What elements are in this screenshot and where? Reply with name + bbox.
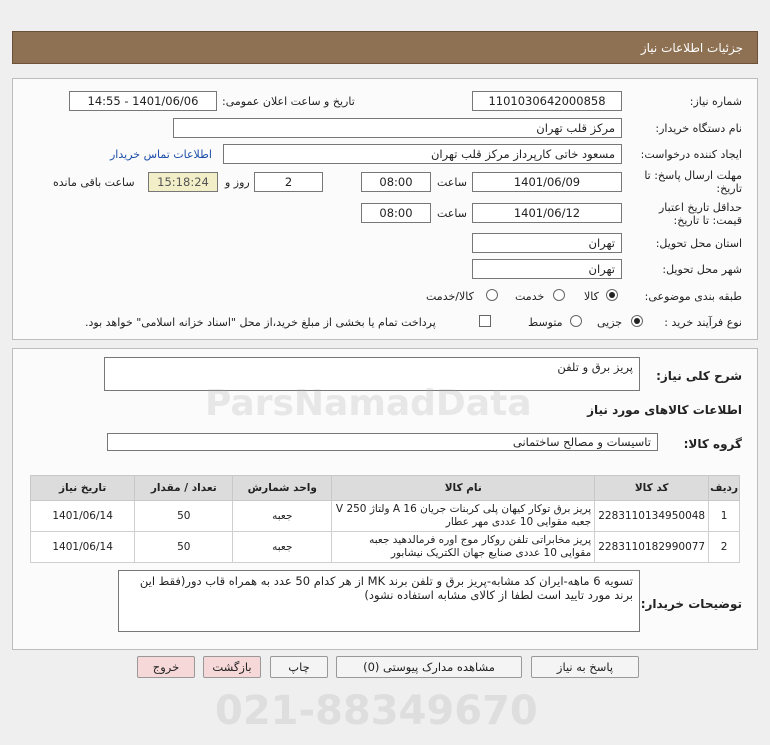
cell-qty: 50	[135, 532, 233, 563]
deadline-days-field: 2	[254, 172, 323, 192]
summary-label: شرح کلی نیاز:	[656, 369, 742, 383]
validity-time-label: ساعت	[437, 207, 467, 220]
process-label: نوع فرآیند خرید :	[664, 316, 742, 329]
province-field: تهران	[472, 233, 622, 253]
category-radio-goods-service[interactable]	[486, 289, 498, 301]
payment-note: پرداخت تمام یا بخشی از مبلغ خرید،از محل "اسناد خزانه اسلامی" خواهد بود.	[85, 316, 436, 329]
summary-field: پریز برق و تلفن	[104, 357, 640, 391]
back-button[interactable]: بازگشت	[203, 656, 261, 678]
need-number-field: 1101030642000858	[472, 91, 622, 111]
deadline-time-label: ساعت	[437, 176, 467, 189]
need-number-label: شماره نیاز:	[689, 95, 742, 108]
watermark-brand: ParsNamadData	[205, 383, 532, 424]
buyer-contact-link[interactable]: اطلاعات تماس خریدار	[110, 148, 212, 161]
buyer-notes-label: توضیحات خریدار:	[640, 597, 742, 611]
deadline-time-field: 08:00	[361, 172, 431, 192]
category-option-goods-service: کالا/خدمت	[426, 290, 474, 303]
cell-row: 2	[709, 532, 740, 563]
deadline-days-label: روز و	[225, 176, 250, 189]
col-unit: واحد شمارش	[233, 476, 332, 501]
category-radio-service[interactable]	[553, 289, 565, 301]
validity-date-field: 1401/06/12	[472, 203, 622, 223]
cell-unit: جعبه	[233, 501, 332, 532]
reply-button[interactable]: پاسخ به نیاز	[531, 656, 639, 678]
col-qty: تعداد / مقدار	[135, 476, 233, 501]
col-name: نام کالا	[332, 476, 595, 501]
buyer-field: مرکز قلب تهران	[173, 118, 622, 138]
cell-code: 2283110182990077	[595, 532, 709, 563]
deadline-label-line1: مهلت ارسال پاسخ: تا	[644, 169, 742, 182]
validity-time-field: 08:00	[361, 203, 431, 223]
col-code: کد کالا	[595, 476, 709, 501]
col-date: تاریخ نیاز	[31, 476, 135, 501]
category-radio-goods[interactable]	[606, 289, 618, 301]
announce-label: تاریخ و ساعت اعلان عمومی:	[222, 95, 355, 108]
category-label: طبقه بندی موضوعی:	[644, 290, 742, 303]
cell-name: پریز برق توکار کیهان پلی کربنات جریان 16 A ولتاژ 250 V جعبه مقوایی 10 عددی مهر عطار	[332, 501, 595, 532]
city-label: شهر محل تحویل:	[662, 263, 742, 276]
remaining-time-label: ساعت باقی مانده	[53, 176, 135, 189]
goods-table-header	[31, 476, 740, 501]
page-title: جزئیات اطلاعات نیاز	[640, 41, 743, 55]
goods-group-label: گروه کالا:	[683, 437, 742, 451]
cell-unit: جعبه	[233, 532, 332, 563]
buyer-notes-field: تسویه 6 ماهه-ایران کد مشابه-پریز برق و تلفن برند MK از هر کدام 50 عدد به همراه قاب دور(فقط این برند مورد تایید است لطفا از کالای مشابه استفاده نشود)	[118, 570, 640, 632]
goods-table	[30, 475, 740, 563]
creator-field: مسعود خاتی کارپرداز مرکز قلب تهران	[223, 144, 622, 164]
cell-code: 2283110134950048	[595, 501, 709, 532]
col-row: ردیف	[709, 476, 740, 501]
table-row	[31, 501, 740, 532]
validity-label-line2: قیمت: تا تاریخ:	[673, 214, 742, 227]
print-button[interactable]: چاپ	[270, 656, 328, 678]
attachments-button[interactable]: مشاهده مدارک پیوستی (0)	[336, 656, 522, 678]
cell-name: پریز مخابراتی تلفن روکار موج اوره فرمالدهید جعبه مقوایی 10 عددی صنایع جهان الکتریک نیشابور	[332, 532, 595, 563]
page-header	[12, 31, 758, 64]
remaining-time-field: 15:18:24	[148, 172, 218, 192]
process-radio-minor[interactable]	[631, 315, 643, 327]
category-option-goods: کالا	[584, 290, 599, 303]
cell-date: 1401/06/14	[31, 532, 135, 563]
deadline-label-line2: تاریخ:	[716, 182, 742, 195]
exit-button[interactable]: خروج	[137, 656, 195, 678]
validity-label-line1: حداقل تاریخ اعتبار	[658, 201, 742, 214]
category-option-service: خدمت	[515, 290, 545, 303]
process-option-medium: متوسط	[528, 316, 563, 329]
cell-qty: 50	[135, 501, 233, 532]
announce-field: 1401/06/06 - 14:55	[69, 91, 217, 111]
creator-label: ایجاد کننده درخواست:	[640, 148, 742, 161]
cell-date: 1401/06/14	[31, 501, 135, 532]
city-field: تهران	[472, 259, 622, 279]
process-radio-medium[interactable]	[570, 315, 582, 327]
payment-checkbox[interactable]	[479, 315, 491, 327]
cell-row: 1	[709, 501, 740, 532]
watermark-number: 021-88349670	[215, 688, 538, 734]
province-label: استان محل تحویل:	[655, 237, 742, 250]
goods-group-field: تاسیسات و مصالح ساختمانی	[107, 433, 658, 451]
process-option-minor: جزیی	[597, 316, 623, 329]
table-row	[31, 532, 740, 563]
deadline-date-field: 1401/06/09	[472, 172, 622, 192]
buyer-label: نام دستگاه خریدار:	[655, 122, 742, 135]
goods-info-title: اطلاعات کالاهای مورد نیاز	[587, 403, 742, 417]
